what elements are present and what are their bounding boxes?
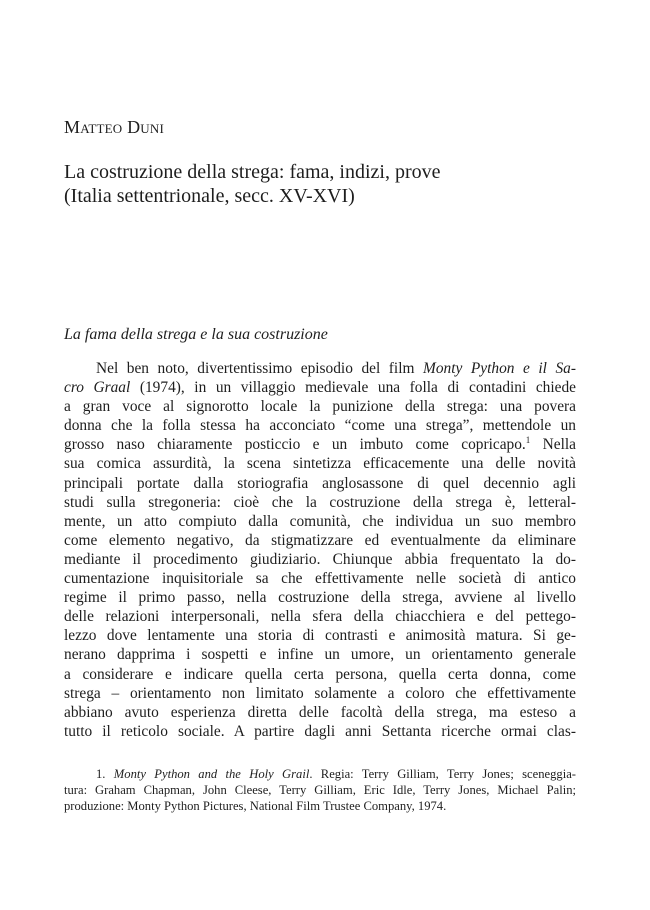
body-line <box>64 378 576 397</box>
body-line: mediante il procedimento giudiziario. Chiunque abbia frequentato la do- <box>64 550 576 568</box>
body-line: lezzo dove lentamente una storia di contrasti e animosità matura. Si ge- <box>64 627 576 645</box>
body-line: a considerare e indicare quella certa persona, quella certa donna, come <box>64 665 576 683</box>
body-line: cumentazione inquisitoriale sa che effettivamente nelle società di antico <box>64 570 576 588</box>
footnote-line: tura: Graham Chapman, John Cleese, Terry Gilliam, Eric Idle, Terry Jones, Michael Palin; <box>64 783 576 797</box>
body-text-segment: Nella <box>530 436 576 454</box>
body-line: come elemento negativo, da stigmatizzare ed eventualmente da eliminare <box>64 531 576 549</box>
footnote-text-segment: . Regia: Terry Gilliam, Terry Jones; sceneggia- <box>309 767 576 781</box>
footnote-number: 1. <box>96 767 114 781</box>
article-title-line-1: La costruzione della strega: fama, indizi, prove <box>64 161 441 183</box>
film-title-italic: Monty Python e il Sa- <box>423 360 576 377</box>
body-line: regime il primo passo, nella costruzione della strega, avviene al livello <box>64 589 576 607</box>
body-text-segment: (1974), in un villaggio medievale una folla di contadini chiede <box>130 379 576 397</box>
article-title <box>64 160 576 208</box>
body-line: strega – orientamento non limitato solamente a coloro che effettivamente <box>64 684 576 702</box>
body-line: tutto il reticolo sociale. A partire dagli anni Settanta ricerche ormai clas- <box>64 722 576 740</box>
film-title-italic: cro Graal <box>64 379 131 397</box>
body-line: a gran voce al signorotto locale la punizione della strega: una povera <box>64 398 576 416</box>
footnote-line: produzione: Monty Python Pictures, National Film Trustee Company, 1974. <box>64 799 447 813</box>
body-line: principali portate dalla storiografia anglosassone di quel decennio agli <box>64 474 576 492</box>
body-line: studi sulla stregoneria: cioè che la costruzione della strega è, letteral- <box>64 493 576 511</box>
body-text-segment: grosso naso chiaramente posticcio e un imbuto come copricapo. <box>64 436 526 454</box>
body-line: abbiano avuto esperienza diretta delle facoltà della strega, ma esteso a <box>64 703 576 721</box>
author-name: Matteo Duni <box>64 117 164 137</box>
body-line: donna che la folla stessa ha acconciato “come una strega”, mettendole un <box>64 417 576 435</box>
footnote-line <box>64 766 576 782</box>
footnote-film-title: Monty Python and the Holy Grail <box>113 767 310 781</box>
body-text-segment: Nel ben noto, divertentissimo episodio del film <box>96 360 423 377</box>
body-line: sua comica assurdità, la scena sintetizza efficacemente una delle novità <box>64 455 576 473</box>
body-line <box>64 359 576 378</box>
body-line <box>64 435 576 454</box>
section-heading: La fama della strega e la sua costruzione <box>64 326 328 343</box>
body-line: nerano dapprima i sospetti e infine un umore, un orientamento generale <box>64 646 576 664</box>
footnote <box>64 766 576 814</box>
document-page <box>64 0 576 910</box>
body-paragraph <box>64 359 576 741</box>
body-line: delle relazioni interpersonali, nella sfera della chiacchiera e del pettego- <box>64 608 576 626</box>
body-line: mente, un atto compiuto dalla comunità, che individua un suo membro <box>64 512 576 530</box>
article-title-line-2: (Italia settentrionale, secc. XV-XVI) <box>64 185 355 207</box>
footnote-reference: 1 <box>525 435 531 446</box>
